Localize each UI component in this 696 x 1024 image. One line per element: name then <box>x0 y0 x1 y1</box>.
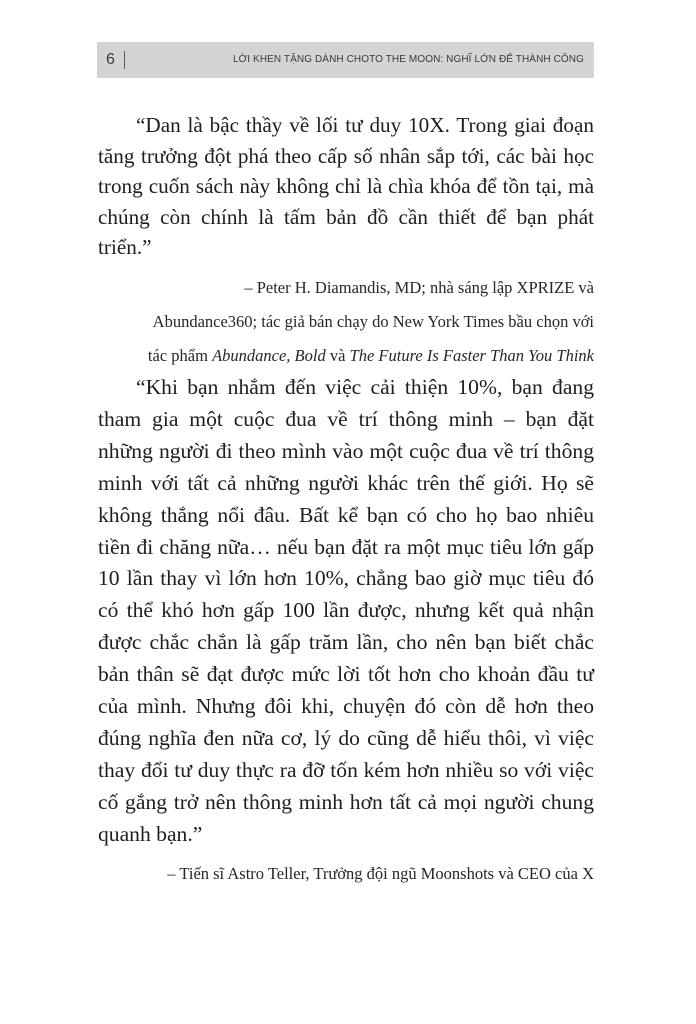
quote-block-teller <box>98 372 594 891</box>
attribution-line <box>98 339 594 373</box>
attribution-line: – Tiến sĩ Astro Teller, Trưởng đội ngũ Moonshots và CEO của X <box>167 863 594 883</box>
header-divider <box>124 51 125 69</box>
attribution-text: tác phẩm <box>147 345 213 365</box>
quote-text: “Khi bạn nhắm đến việc cải thiện 10%, bạn đang tham gia một cuộc đua về trí thông minh – bạn đặt những người đi theo mình vào một cuộc đua về trí thông minh với tất cả những người khác trên thế giới. Họ sẽ không thắng nổi đâu. Bất kể bạn có cho họ bao nhiêu tiền đi chăng nữa… nếu bạn đặt ra một mục tiêu lớn gấp 10 lần thay vì lớn hơn 10%, chẳng bao giờ mục tiêu đó có thể khó hơn gấp 100 lần được, nhưng kết quả nhận được chắc chắn là gấp trăm lần, cho nên bạn biết chắc bản thân sẽ đạt được mức lời tốt hơn cho khoản đầu tư của mình. Nhưng đôi khi, chuyện đó còn dễ hơn theo đúng nghĩa đen nữa cơ, lý do cũng dễ hiểu thôi, vì việc thay đổi tư duy thực ra đỡ tốn kém hơn nhiều so với việc cố gắng trở nên thông minh hơn tất cả mọi người chung quanh bạn.” <box>98 375 594 846</box>
page-number: 6 <box>106 51 115 68</box>
running-header <box>97 42 594 78</box>
attribution-line: – Peter H. Diamandis, MD; nhà sáng lập XPRIZE và <box>244 277 594 297</box>
attribution-line: Abundance360; tác giả bán chạy do New York Times bầu chọn với <box>152 311 594 331</box>
book-title: Abundance, Bold <box>212 345 326 365</box>
book-title: The Future Is Faster Than You Think <box>349 345 594 365</box>
quote-attribution <box>98 857 594 891</box>
running-title: LỜI KHEN TẶNG DÀNH CHOTO THE MOON: NGHĨ LỚN ĐỂ THÀNH CÔNG <box>232 54 584 65</box>
quote-attribution <box>98 271 594 373</box>
quote-text: “Dan là bậc thầy về lối tư duy 10X. Trong giai đoạn tăng trưởng đột phá theo cấp số nhân sắp tới, các bài học trong cuốn sách này không chỉ là chìa khóa để tồn tại, mà chúng còn chính là tấm bản đồ cần thiết để bạn phát triển.” <box>98 113 594 259</box>
attribution-text: và <box>325 345 350 365</box>
quote-block-diamandis <box>98 110 594 373</box>
